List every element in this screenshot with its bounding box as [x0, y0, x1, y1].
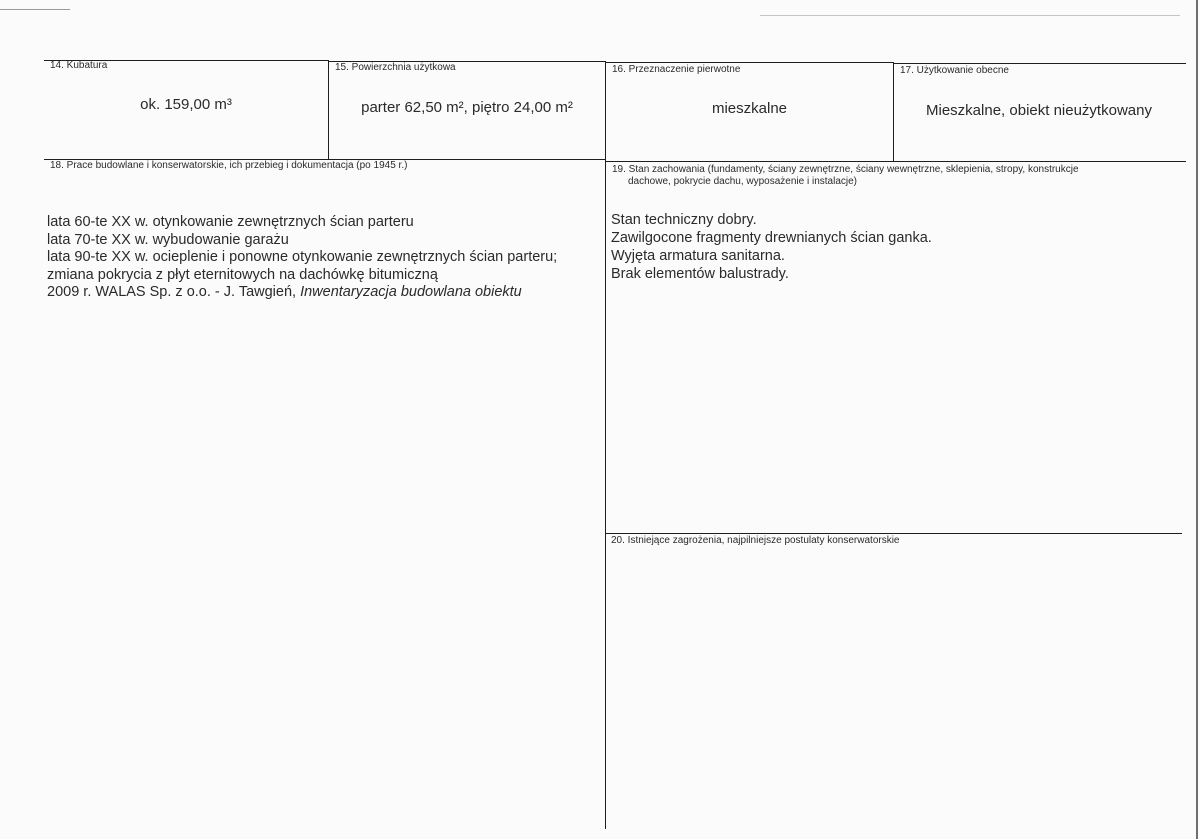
reference-prefix: 2009 r. WALAS Sp. z o.o. - J. Tawgień, — [47, 284, 301, 300]
rule-top-20 — [606, 533, 1182, 534]
cell-15-value: parter 62,50 m², piętro 24,00 m² — [361, 99, 573, 116]
cell-20-label: 20. Istniejące zagrożenia, najpilniejsze postulaty konserwatorskie — [611, 535, 900, 546]
rule-top-19 — [606, 161, 1186, 162]
cell-19-line: Zawilgocone fragmenty drewnianych ścian ganka. — [611, 230, 932, 246]
scan-artifact — [760, 15, 1180, 16]
cell-15-label: 15. Powierzchnia użytkowa — [335, 62, 456, 73]
cell-18-line: lata 60-te XX w. otynkowanie zewnętrznych ścian parteru — [47, 214, 414, 230]
cell-18-line: lata 90-te XX w. ocieplenie i ponowne otynkowanie zewnętrznych ścian parteru; — [47, 249, 558, 265]
cell-19-line: Wyjęta armatura sanitarna. — [611, 248, 785, 264]
cell-18-reference — [47, 284, 557, 302]
cell-16-value: mieszkalne — [711, 100, 788, 117]
cell-18-content — [47, 214, 557, 302]
cell-19-content — [611, 211, 932, 283]
scan-artifact — [0, 9, 70, 10]
cell-19-line: Stan techniczny dobry. — [611, 212, 757, 228]
cell-14-label: 14. Kubatura — [50, 60, 108, 71]
cell-18-label: 18. Prace budowlane i konserwatorskie, ich przebieg i dokumentacja (po 1945 r.) — [50, 160, 408, 171]
cell-18-line: zmiana pokrycia z płyt eternitowych na dachówkę bitumiczną — [47, 266, 438, 283]
rule-top-17 — [894, 63, 1186, 64]
scan-edge — [1196, 0, 1198, 839]
rule-v-main — [605, 61, 606, 829]
reference-title: Inwentaryzacja budowlana obiektu — [300, 284, 522, 300]
cell-17-label: 17. Użytkowanie obecne — [900, 65, 1009, 76]
cell-16-label: 16. Przeznaczenie pierwotne — [612, 64, 741, 75]
cell-19-label: 19. Stan zachowania (fundamenty, ściany zewnętrzne, ściany wewnętrzne, sklepienia, stropy, konstrukcje — [612, 164, 1079, 175]
cell-19-line: Brak elementów balustrady. — [611, 266, 789, 282]
cell-18-line: lata 70-te XX w. wybudowanie garażu — [47, 231, 289, 248]
cell-17-value: Mieszkalne, obiekt nieużytkowany — [926, 102, 1152, 119]
rule-top-16 — [606, 62, 894, 63]
cell-19-label-cont: dachowe, pokrycie dachu, wyposażenie i instalacje) — [628, 176, 858, 187]
cell-14-value: ok. 159,00 m³ — [140, 96, 232, 113]
